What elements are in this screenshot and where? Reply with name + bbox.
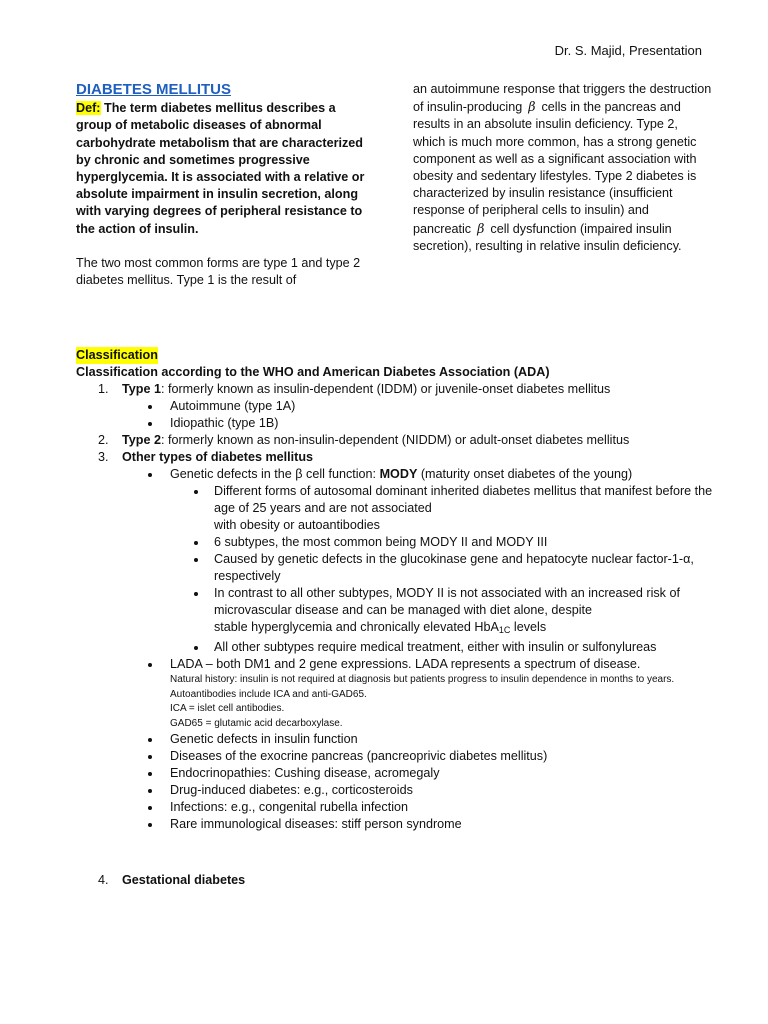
bullet-icon xyxy=(148,663,152,667)
list-item xyxy=(76,415,716,432)
lada-note: Autoantibodies include ICA and anti-GAD65. xyxy=(170,688,367,700)
mody-pre: Genetic defects in the β cell function: xyxy=(170,467,380,481)
bullet-text: All other subtypes require medical treatment, either with insulin or sulfonylureas xyxy=(214,640,657,654)
other-types-label: Other types of diabetes mellitus xyxy=(122,450,314,464)
bullet-icon xyxy=(148,473,152,477)
types-text-2: cells in the pancreas and results in an absolute insulin deficiency. Type 2, which is much more common, has a strong genetic component as well as a significant association with obesity and sedentary lifestyles. Type 2 diabetes is characterized by insulin resistance (insufficient response of peripheral cells to insulin) and pancreatic xyxy=(413,100,697,236)
classification-heading: Classification xyxy=(76,348,158,362)
type1-text: : formerly known as insulin-dependent (IDDM) or juvenile-onset diabetes mellitus xyxy=(160,382,611,396)
bullet-text: Infections: e.g., congenital rubella infection xyxy=(170,800,409,815)
types-paragraph xyxy=(413,81,713,255)
bullet-text: Different forms of autosomal dominant inherited diabetes mellitus that manifest before the age of 25 years and are not associated xyxy=(214,484,713,515)
page-header: Dr. S. Majid, Presentation xyxy=(554,43,702,58)
bullet-icon xyxy=(148,823,152,827)
intro-right-column xyxy=(413,81,713,255)
list-item xyxy=(76,782,716,799)
bullet-icon xyxy=(148,772,152,776)
bullet-text: Endocrinopathies: Cushing disease, acromegaly xyxy=(170,766,440,781)
type2-text: : formerly known as non-insulin-dependent (NIDDM) or adult-onset diabetes mellitus xyxy=(160,433,630,447)
bullet-text: Autoimmune (type 1A) xyxy=(170,399,296,413)
definition-label: Def: xyxy=(76,101,101,116)
bullet-icon xyxy=(194,558,198,562)
mody-post: (maturity onset diabetes of the young) xyxy=(417,467,633,481)
list-item xyxy=(76,381,716,398)
definition-text: The term diabetes mellitus describes a group of metabolic diseases of abnormal carbohydrate metabolism that are characterized by chronic and sometimes progressive hyperglycemia. It is associated with a relative or absolute impairment in insulin secretion, along with varying degrees of peripheral resistance to the action of insulin. xyxy=(76,101,365,236)
beta-symbol: β xyxy=(477,220,485,236)
list-item xyxy=(76,639,716,656)
bullet-text: stable hyperglycemia and chronically elevated HbA xyxy=(214,620,499,634)
subscript: 1C xyxy=(498,625,511,635)
list-item xyxy=(76,799,716,816)
beta-symbol: β xyxy=(528,99,536,115)
types-text-3: cell dysfunction (impaired insulin secretion), resulting in relative insulin deficiency. xyxy=(413,221,682,253)
list-item xyxy=(76,731,716,748)
list-item xyxy=(76,748,716,765)
bullet-icon xyxy=(148,789,152,793)
list-number: 3. xyxy=(98,450,109,464)
bullet-text: In contrast to all other subtypes, MODY II is not associated with an increased risk of microvascular disease and can be managed with diet alone, despite xyxy=(214,586,680,617)
bullet-text: Genetic defects in insulin function xyxy=(170,732,358,747)
list-item xyxy=(76,398,716,415)
bullet-icon xyxy=(148,405,152,409)
list-number: 4. xyxy=(98,873,109,887)
list-item xyxy=(76,466,716,483)
lada-text: LADA – both DM1 and 2 gene expressions. LADA represents a spectrum of disease. xyxy=(170,657,641,671)
list-item xyxy=(76,449,716,466)
bullet-text: levels xyxy=(510,620,547,634)
lada-note: ICA = islet cell antibodies. xyxy=(170,703,285,715)
list-item xyxy=(76,656,716,673)
bullet-icon xyxy=(148,422,152,426)
mody-label: MODY xyxy=(379,467,418,481)
intro-left-column xyxy=(76,81,366,289)
list-item xyxy=(76,432,716,449)
document-title: DIABETES MELLITUS xyxy=(76,81,232,98)
bullet-text: Caused by genetic defects in the glucokinase gene and hepatocyte nuclear factor-1-α, respectively xyxy=(214,552,694,583)
bullet-icon xyxy=(194,490,198,494)
bullet-text: Idiopathic (type 1B) xyxy=(170,416,279,430)
bullet-text: with obesity or autoantibodies xyxy=(214,518,380,532)
list-item xyxy=(76,585,716,639)
type1-label: Type 1 xyxy=(122,382,161,396)
lada-note: GAD65 = glutamic acid decarboxylase. xyxy=(170,717,343,729)
definition-paragraph xyxy=(76,100,366,238)
bullet-text: Drug-induced diabetes: e.g., corticosteroids xyxy=(170,783,413,798)
bullet-icon xyxy=(148,738,152,742)
list-item xyxy=(76,534,716,551)
bullet-icon xyxy=(194,592,198,596)
gestational-label: Gestational diabetes xyxy=(122,873,246,887)
bullet-icon xyxy=(148,755,152,759)
list-item xyxy=(76,551,716,585)
list-number: 1. xyxy=(98,382,109,396)
bullet-text: Rare immunological diseases: stiff person syndrome xyxy=(170,817,462,832)
types-text-1: an autoimmune response that triggers the destruction of insulin-producing xyxy=(413,82,712,115)
type2-label: Type 2 xyxy=(122,433,161,447)
classification-subtitle: Classification according to the WHO and American Diabetes Association (ADA) xyxy=(76,365,550,379)
bullet-text: 6 subtypes, the most common being MODY II and MODY III xyxy=(214,535,548,549)
list-number: 2. xyxy=(98,433,109,447)
forms-paragraph: The two most common forms are type 1 and type 2 diabetes mellitus. Type 1 is the result of xyxy=(76,255,361,288)
bullet-icon xyxy=(148,806,152,810)
list-item xyxy=(76,816,716,833)
lada-note: Natural history: insulin is not required at diagnosis but patients progress to insulin dependence in months to years. xyxy=(170,674,675,685)
classification-section xyxy=(76,347,716,833)
list-item xyxy=(76,483,716,534)
gestational-item xyxy=(98,873,245,887)
bullet-text: Diseases of the exocrine pancreas (pancreoprivic diabetes mellitus) xyxy=(170,749,548,764)
list-item xyxy=(76,765,716,782)
bullet-icon xyxy=(194,541,198,545)
bullet-icon xyxy=(194,646,198,650)
